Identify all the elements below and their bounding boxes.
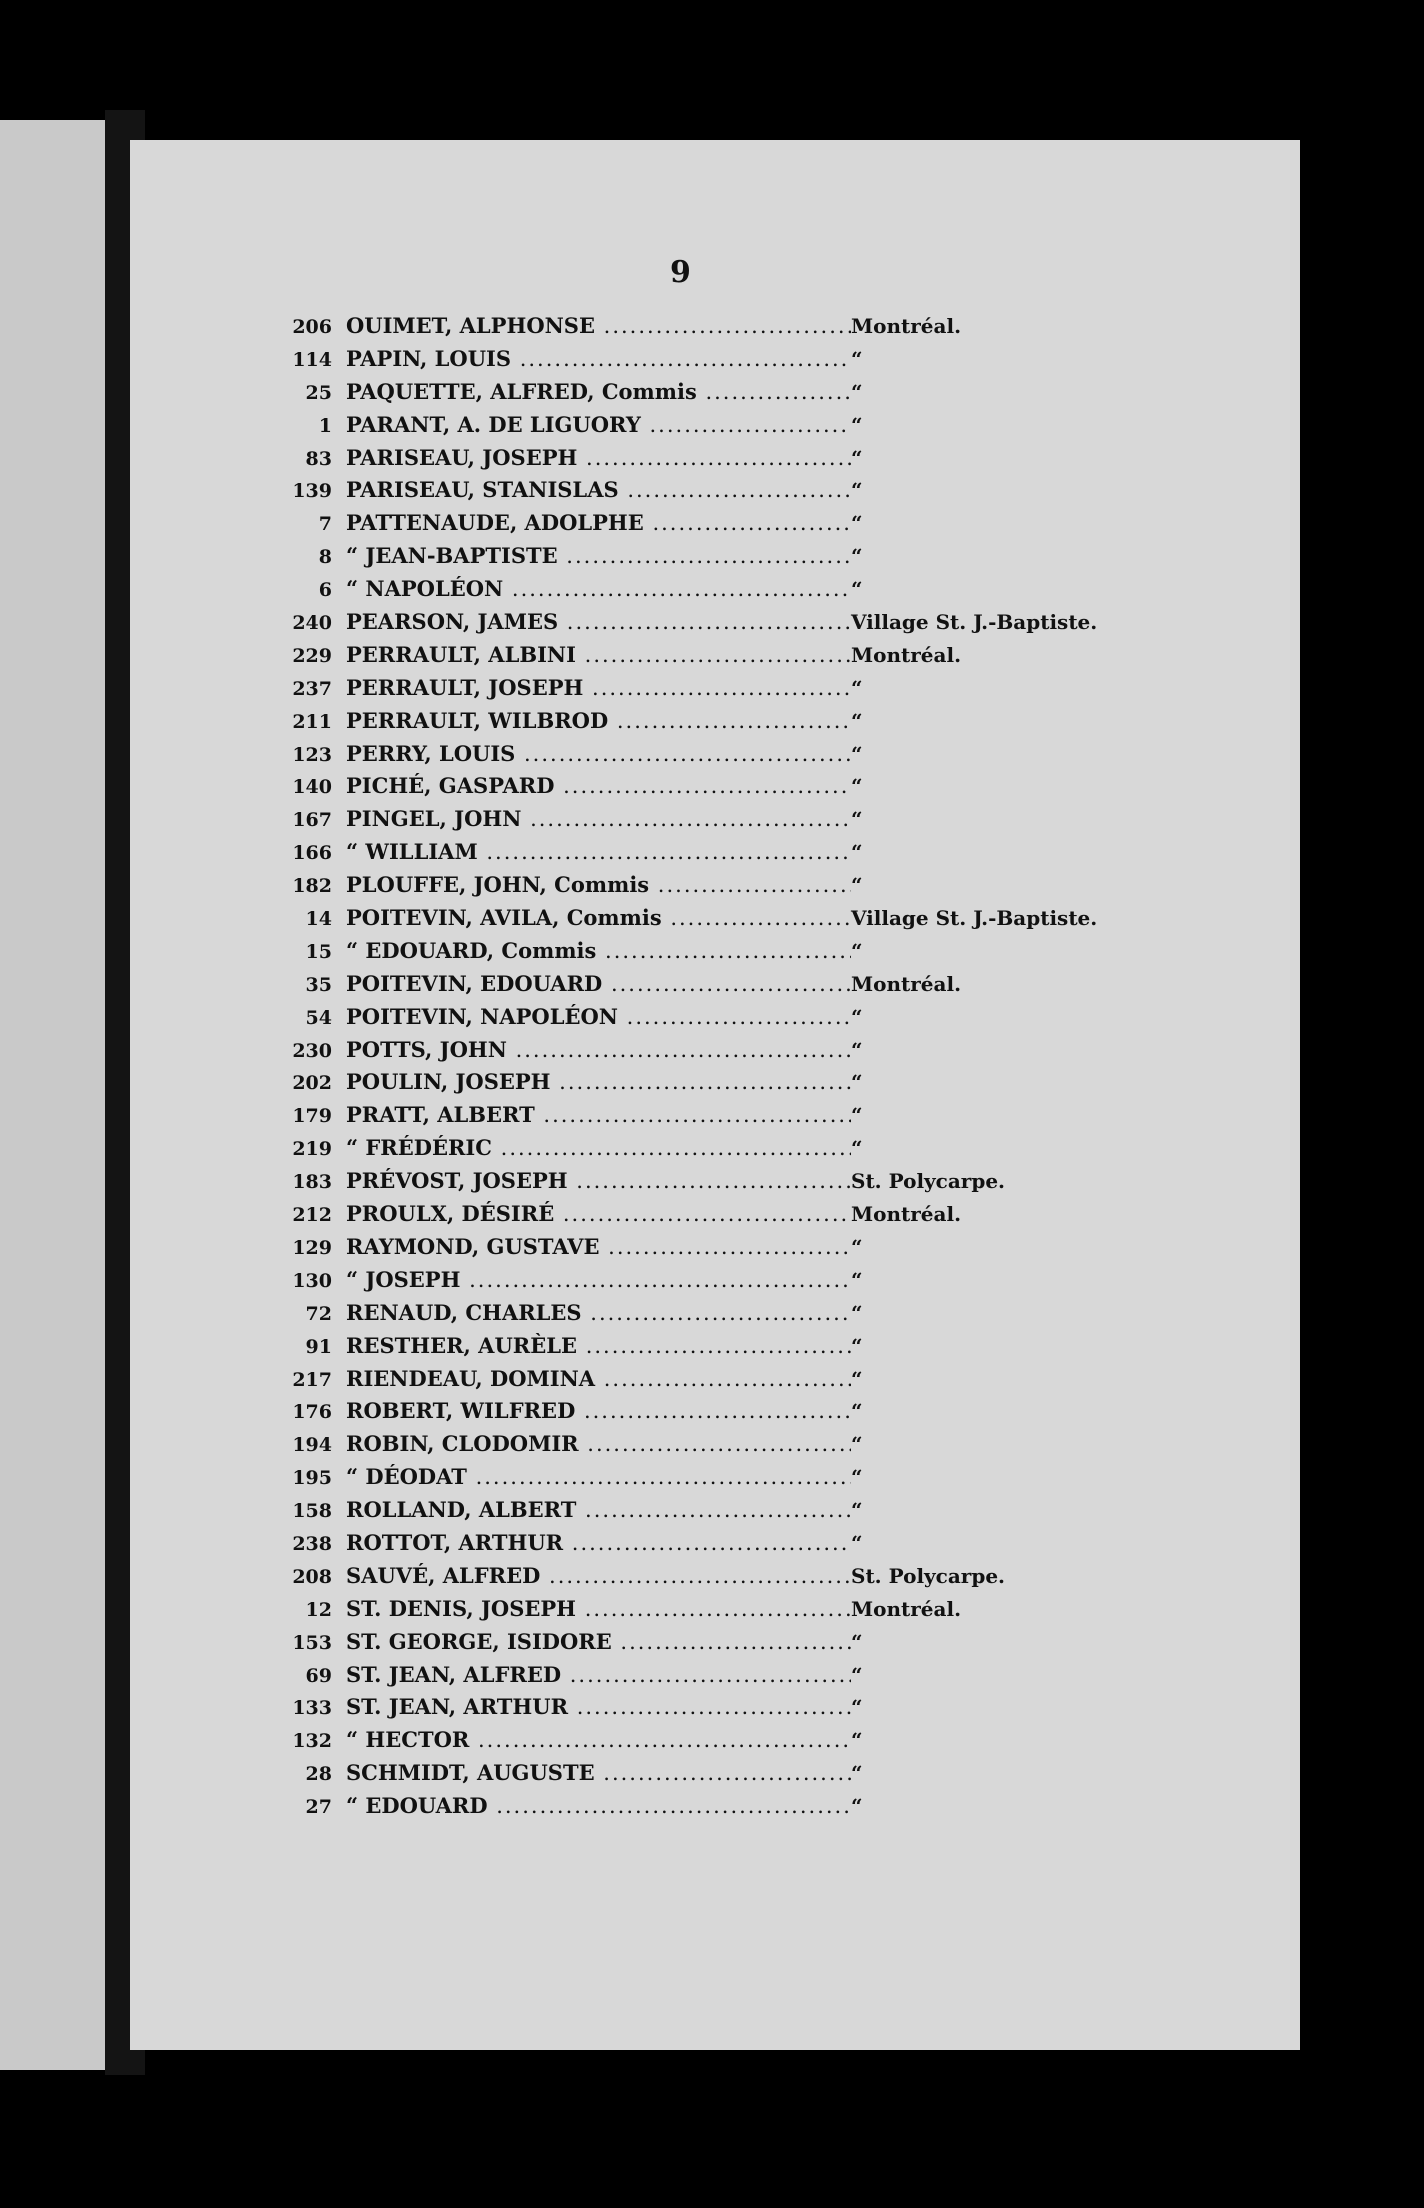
- entry-number: 179: [292, 1105, 332, 1128]
- entry-name: ROBERT, WILFRED .....: [346, 1395, 851, 1428]
- entry-place: “: [851, 445, 863, 470]
- entry-place: “: [851, 873, 863, 898]
- entry-name: “ EDOUARD .....: [346, 1790, 851, 1823]
- entry-place: “: [851, 1234, 863, 1259]
- entry-name: ST. JEAN, ARTHUR .....: [346, 1691, 851, 1724]
- list-item: [290, 1691, 1190, 1724]
- entry-name: PATTENAUDE, ADOLPHE .....: [346, 507, 851, 540]
- list-item: [290, 1395, 1190, 1428]
- entry-place: “: [851, 1465, 863, 1490]
- list-item: [290, 1165, 1190, 1198]
- entry-name: PEARSON, JAMES .....: [346, 606, 851, 639]
- entry-place: “: [851, 577, 863, 602]
- entry-number: 195: [292, 1467, 332, 1490]
- entry-place: “: [851, 774, 863, 799]
- list-item: [290, 1363, 1190, 1396]
- list-item: [290, 1198, 1190, 1231]
- entry-place: “: [851, 544, 863, 569]
- entry-name: PERRAULT, WILBROD .....: [346, 705, 851, 738]
- entry-name: ROBIN, CLODOMIR .....: [346, 1428, 851, 1461]
- list-item: [290, 1066, 1190, 1099]
- entry-number: 158: [292, 1500, 332, 1523]
- entry-name: PINGEL, JOHN .....: [346, 803, 851, 836]
- entry-place: “: [851, 807, 863, 832]
- entry-number: 176: [292, 1401, 332, 1424]
- entry-place: “: [851, 1761, 863, 1786]
- entry-place: “: [851, 1366, 863, 1391]
- entry-place: “: [851, 379, 863, 404]
- entry-name: RESTHER, AURÈLE .....: [346, 1330, 851, 1363]
- entry-name: PRÉVOST, JOSEPH .....: [346, 1165, 851, 1198]
- entry-name: POITEVIN, NAPOLÉON .....: [346, 1001, 851, 1034]
- list-item: [290, 1724, 1190, 1757]
- list-item: [290, 1428, 1190, 1461]
- list-item: [290, 343, 1190, 376]
- list-item: [290, 409, 1190, 442]
- entry-number: 27: [305, 1796, 332, 1819]
- entry-name: ST. GEORGE, ISIDORE .....: [346, 1626, 851, 1659]
- entry-number: 202: [292, 1072, 332, 1095]
- list-item: [290, 573, 1190, 606]
- entry-name: SCHMIDT, AUGUSTE .....: [346, 1757, 851, 1790]
- entry-name: RAYMOND, GUSTAVE .....: [346, 1231, 851, 1264]
- entry-name: PRATT, ALBERT .....: [346, 1099, 851, 1132]
- entry-place: St. Polycarpe.: [851, 1169, 1006, 1194]
- entry-place: “: [851, 1070, 863, 1095]
- entry-name: PERRY, LOUIS .....: [346, 738, 851, 771]
- entry-name: RENAUD, CHARLES .....: [346, 1297, 851, 1330]
- entry-place: Village St. J.-Baptiste.: [851, 906, 1098, 931]
- list-item: [290, 1560, 1190, 1593]
- entry-place: Montréal.: [851, 1202, 962, 1227]
- list-item: [290, 639, 1190, 672]
- entry-name: “ JOSEPH .....: [346, 1264, 851, 1297]
- entry-number: 114: [292, 348, 332, 371]
- entry-name: “ JEAN-BAPTISTE .....: [346, 540, 851, 573]
- list-item: [290, 1461, 1190, 1494]
- list-item: [290, 606, 1190, 639]
- entry-name: ROTTOT, ARTHUR .....: [346, 1527, 851, 1560]
- list-item: [290, 442, 1190, 475]
- entry-place: Montréal.: [851, 971, 962, 996]
- list-item: [290, 738, 1190, 771]
- entry-place: “: [851, 346, 863, 371]
- list-item: [290, 507, 1190, 540]
- list-item: [290, 803, 1190, 836]
- entry-place: “: [851, 1333, 863, 1358]
- entry-number: 132: [292, 1730, 332, 1753]
- entry-place: Montréal.: [851, 1596, 962, 1621]
- left-page-edge: [0, 120, 112, 2070]
- entry-number: 8: [318, 546, 332, 569]
- entry-number: 15: [305, 940, 332, 963]
- entry-name: PARISEAU, STANISLAS .....: [346, 474, 851, 507]
- name-list: [290, 310, 1190, 1823]
- entry-name: POULIN, JOSEPH .....: [346, 1066, 851, 1099]
- entry-place: “: [851, 1103, 863, 1128]
- entry-number: 229: [292, 644, 332, 667]
- entry-name: “ HECTOR .....: [346, 1724, 851, 1757]
- entry-number: 212: [292, 1204, 332, 1227]
- entry-name: “ EDOUARD, Commis .....: [346, 935, 851, 968]
- entry-place: “: [851, 412, 863, 437]
- list-item: [290, 1790, 1190, 1823]
- entry-name: ST. DENIS, JOSEPH .....: [346, 1593, 851, 1626]
- entry-name: PICHÉ, GASPARD .....: [346, 770, 851, 803]
- entry-number: 14: [305, 908, 332, 931]
- entry-number: 69: [305, 1664, 332, 1687]
- entry-name: RIENDEAU, DOMINA .....: [346, 1363, 851, 1396]
- entry-place: Village St. J.-Baptiste.: [851, 610, 1098, 635]
- entry-place: “: [851, 1728, 863, 1753]
- entry-place: “: [851, 1662, 863, 1687]
- entry-number: 183: [292, 1171, 332, 1194]
- entry-number: 217: [292, 1368, 332, 1391]
- entry-place: “: [851, 1498, 863, 1523]
- page-number: 9: [670, 255, 691, 290]
- list-item: [290, 1099, 1190, 1132]
- entry-number: 140: [292, 776, 332, 799]
- list-item: [290, 869, 1190, 902]
- entry-number: 35: [305, 973, 332, 996]
- entry-place: Montréal.: [851, 314, 962, 338]
- list-item: [290, 1297, 1190, 1330]
- list-item: [290, 474, 1190, 507]
- entry-place: “: [851, 1695, 863, 1720]
- list-item: [290, 902, 1190, 935]
- entry-place: “: [851, 511, 863, 536]
- entry-number: 166: [292, 842, 332, 865]
- entry-number: 219: [292, 1138, 332, 1161]
- entry-number: 153: [292, 1631, 332, 1654]
- entry-place: “: [851, 741, 863, 766]
- entry-number: 133: [292, 1697, 332, 1720]
- entry-place: “: [851, 1629, 863, 1654]
- entry-name: ROLLAND, ALBERT .....: [346, 1494, 851, 1527]
- entry-name: PROULX, DÉSIRÉ .....: [346, 1198, 851, 1231]
- entry-name: POITEVIN, EDOUARD .....: [346, 968, 851, 1001]
- entry-place: St. Polycarpe.: [851, 1563, 1006, 1588]
- entry-name: PLOUFFE, JOHN, Commis .....: [346, 869, 851, 902]
- entry-number: 139: [292, 480, 332, 503]
- entry-number: 6: [318, 579, 332, 602]
- entry-number: 72: [305, 1302, 332, 1325]
- list-item: [290, 968, 1190, 1001]
- entry-number: 25: [305, 381, 332, 404]
- entry-number: 182: [292, 875, 332, 898]
- entry-place: “: [851, 1794, 863, 1819]
- list-item: [290, 1757, 1190, 1790]
- list-item: [290, 1132, 1190, 1165]
- entry-place: “: [851, 1037, 863, 1062]
- entry-number: 12: [305, 1598, 332, 1621]
- list-item: [290, 1001, 1190, 1034]
- entry-place: “: [851, 675, 863, 700]
- list-item: [290, 1527, 1190, 1560]
- entry-name: “ DÉODAT .....: [346, 1461, 851, 1494]
- entry-number: 130: [292, 1269, 332, 1292]
- entry-name: “ NAPOLÉON .....: [346, 573, 851, 606]
- entry-name: “ WILLIAM .....: [346, 836, 851, 869]
- entry-place: “: [851, 1399, 863, 1424]
- entry-place: “: [851, 1004, 863, 1029]
- entry-name: SAUVÉ, ALFRED .....: [346, 1560, 851, 1593]
- list-item: [290, 1330, 1190, 1363]
- entry-place: “: [851, 840, 863, 865]
- entry-place: “: [851, 938, 863, 963]
- entry-number: 7: [318, 513, 332, 536]
- entry-name: PARISEAU, JOSEPH .....: [346, 442, 851, 475]
- list-item: [290, 540, 1190, 573]
- list-item: [290, 1659, 1190, 1692]
- list-item: [290, 1034, 1190, 1067]
- entry-place: “: [851, 708, 863, 733]
- entry-number: 54: [305, 1006, 332, 1029]
- entry-place: “: [851, 1300, 863, 1325]
- entry-number: 230: [292, 1039, 332, 1062]
- entry-name: PERRAULT, JOSEPH .....: [346, 672, 851, 705]
- entry-place: “: [851, 1530, 863, 1555]
- entry-number: 238: [292, 1532, 332, 1555]
- entry-number: 208: [292, 1565, 332, 1588]
- entry-name: POTTS, JOHN .....: [346, 1034, 851, 1067]
- list-item: [290, 705, 1190, 738]
- list-item: [290, 1626, 1190, 1659]
- entry-number: 129: [292, 1236, 332, 1259]
- entry-number: 240: [292, 612, 332, 635]
- entry-place: “: [851, 1136, 863, 1161]
- list-item: [290, 672, 1190, 705]
- list-item: [290, 310, 1190, 343]
- entry-number: 237: [292, 677, 332, 700]
- list-item: [290, 1593, 1190, 1626]
- entry-place: Montréal.: [851, 642, 962, 667]
- entry-number: 194: [292, 1434, 332, 1457]
- entry-place: “: [851, 1267, 863, 1292]
- list-item: [290, 836, 1190, 869]
- entry-number: 91: [305, 1335, 332, 1358]
- list-item: [290, 1231, 1190, 1264]
- list-item: [290, 1494, 1190, 1527]
- entry-number: 123: [292, 743, 332, 766]
- entry-number: 83: [305, 447, 332, 470]
- entry-number: 167: [292, 809, 332, 832]
- entry-place: “: [851, 478, 863, 503]
- entry-number: 28: [305, 1763, 332, 1786]
- entry-number: 206: [292, 316, 332, 338]
- entry-name: OUIMET, ALPHONSE .....: [346, 310, 851, 343]
- list-item: [290, 770, 1190, 803]
- entry-number: 1: [318, 414, 332, 437]
- list-item: [290, 1264, 1190, 1297]
- list-item: [290, 935, 1190, 968]
- entry-number: 211: [292, 710, 332, 733]
- entry-name: PAPIN, LOUIS .....: [346, 343, 851, 376]
- entry-name: “ FRÉDÉRIC .....: [346, 1132, 851, 1165]
- entry-name: ST. JEAN, ALFRED .....: [346, 1659, 851, 1692]
- entry-name: PERRAULT, ALBINI .....: [346, 639, 851, 672]
- entry-name: PAQUETTE, ALFRED, Commis .....: [346, 376, 851, 409]
- entry-name: PARANT, A. DE LIGUORY .....: [346, 409, 851, 442]
- entry-place: “: [851, 1432, 863, 1457]
- entry-name: POITEVIN, AVILA, Commis .....: [346, 902, 851, 935]
- list-item: [290, 376, 1190, 409]
